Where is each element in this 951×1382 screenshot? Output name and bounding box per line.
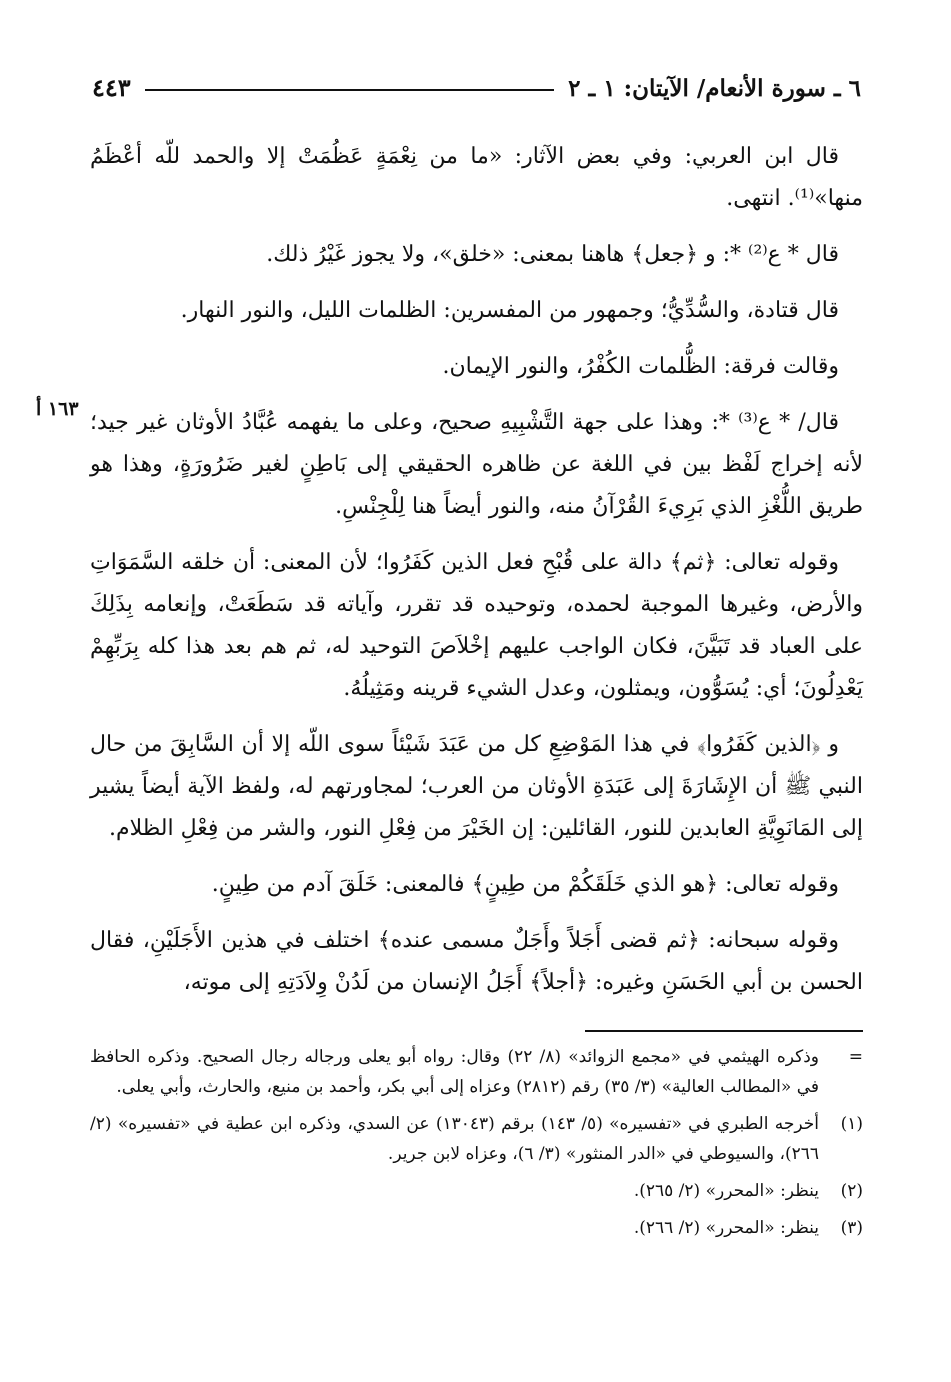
footnote-text: وذكره الهيثمي في «مجمع الزوائد» (٨/ ٢٢) وقال: رواه أبو يعلى ورجاله رجال الصحيح. وذكره الحافظ في «المطالب العالية» (٣/ ٣٥) رقم (٢٨١٢) وعزاه إلى أبي بكر، وأحمد بن منيع، والحارث، وأبي يعلى. (90, 1047, 819, 1097)
footnote (90, 1109, 863, 1169)
footnote-text: ينظر: «المحرر» (٢/ ٢٦٦). (633, 1218, 819, 1238)
footnote-text: أخرجه الطبري في «تفسيره» (٥/ ١٤٣) برقم (١٣٠٤٣) عن السدي، وذكره ابن عطية في «تفسيره» (٢/ ٢٦٦)، والسيوطي في «الدر المنثور» (٣/ ٦)، وعزاه لابن جرير. (90, 1114, 820, 1164)
running-header (92, 68, 861, 108)
paragraph: قال * ع⁽²⁾ *: و ﴿جعل﴾ هاهنا بمعنى: «خلق»، ولا يجوز غَيْرُ ذلك. (266, 242, 839, 267)
running-title: ٦ ـ سورة الأنعام/ الآيتان: ١ ـ ٢ (568, 74, 861, 102)
footnote (90, 1176, 863, 1206)
paragraph: وقوله تعالى: ﴿هو الذي خَلَقَكُمْ من طِينٍ﴾ فالمعنى: خَلَقَ آدم من طِينٍ. (211, 872, 839, 897)
footnote-text: ينظر: «المحرر» (٢/ ٢٦٥). (633, 1181, 819, 1201)
footnote-mark: (١) (840, 1114, 863, 1134)
header-rule (145, 89, 555, 91)
footnote-mark: (٣) (840, 1218, 863, 1238)
footnotes (90, 1042, 863, 1250)
footnote-separator (585, 1030, 863, 1032)
main-text (90, 136, 863, 1010)
paragraph: قال قتادة، والسُّدِّيُّ؛ وجمهور من المفسرين: الظلمات الليل، والنور النهار. (180, 298, 839, 323)
paragraph: و ﴿الذين كَفَرُوا﴾ في هذا المَوْضِعِ كل من عَبَدَ شَيْئاً سوى اللّه إلا أن السَّابِقَ من حال النبي ﷺ أن الإِشَارَةَ إلى عَبَدَةِ الأوثان من العرب؛ لمجاورتهم له، ولفظ الآية أيضاً يشير إلى المَانَوِيَّةِ العابدين للنور، القائلين: إن الخَيْرَ من فِعْلِ النور، والشر من فِعْلِ الظلام. (90, 732, 863, 841)
paragraph: قال ابن العربي: وفي بعض الآثار: «ما من نِعْمَةٍ عَظُمَتْ إلا والحمد للّه أعْظَمُ منها»⁽¹⁾. انتهى. (90, 144, 863, 211)
page-number: ٤٤٣ (92, 73, 131, 102)
paragraph: وقالت فرقة: الظُّلمات الكُفْرُ، والنور الإيمان. (442, 354, 839, 379)
paragraph: وقوله سبحانه: ﴿ثم قضى أَجَلاً وأَجَلٌ مسمى عنده﴾ اختلف في هذين الأَجَلَيْنِ، فقال الحسن بن أبي الحَسَنِ وغيره: ﴿أجلاً﴾ أَجَلُ الإنسان من لَدُنْ وِلاَدَتِهِ إلى موته، (90, 928, 863, 995)
footnote (90, 1042, 863, 1102)
margin-folio-note: ١٦٣ أ (36, 398, 79, 420)
paragraph: وقوله تعالى: ﴿ثم﴾ دالة على قُبْحِ فعل الذين كَفَرُوا؛ لأن المعنى: أن خلقه السَّمَوَاتِ والأرض، وغيرها الموجبة لحمده، وتوحيده قد تقرر، وآياته قد سَطَعَتْ، وإنعامه بِذَلِكَ على العباد قد تَبَيَّنَ، فكان الواجب عليهم إخْلاَصَ التوحيد له، ثم هم بعد هذا كله بِرَبِّهِمْ يَعْدِلُونَ؛ أي: يُسَوُّون، ويمثلون، وعدل الشيء قرينه ومَثِيلُهُ. (90, 550, 863, 701)
footnote-mark: = (848, 1047, 863, 1067)
footnote (90, 1213, 863, 1243)
footnote-mark: (٢) (840, 1181, 863, 1201)
paragraph: قال/ * ع⁽³⁾ *: وهذا على جهة التَّشْبِيهِ صحيح، وعلى ما يفهمه عُبَّادُ الأوثان غير جيد؛ لأنه إخراج لَفْظ بين في اللغة عن ظاهره الحقيقي إلى بَاطِنٍ لغير ضَرُورَةٍ، وهذا هو طريق اللُّغْزِ الذي بَرِيءَ القُرْآنُ منه، والنور أيضاً هنا لِلْجِنْسِ. (90, 410, 863, 519)
